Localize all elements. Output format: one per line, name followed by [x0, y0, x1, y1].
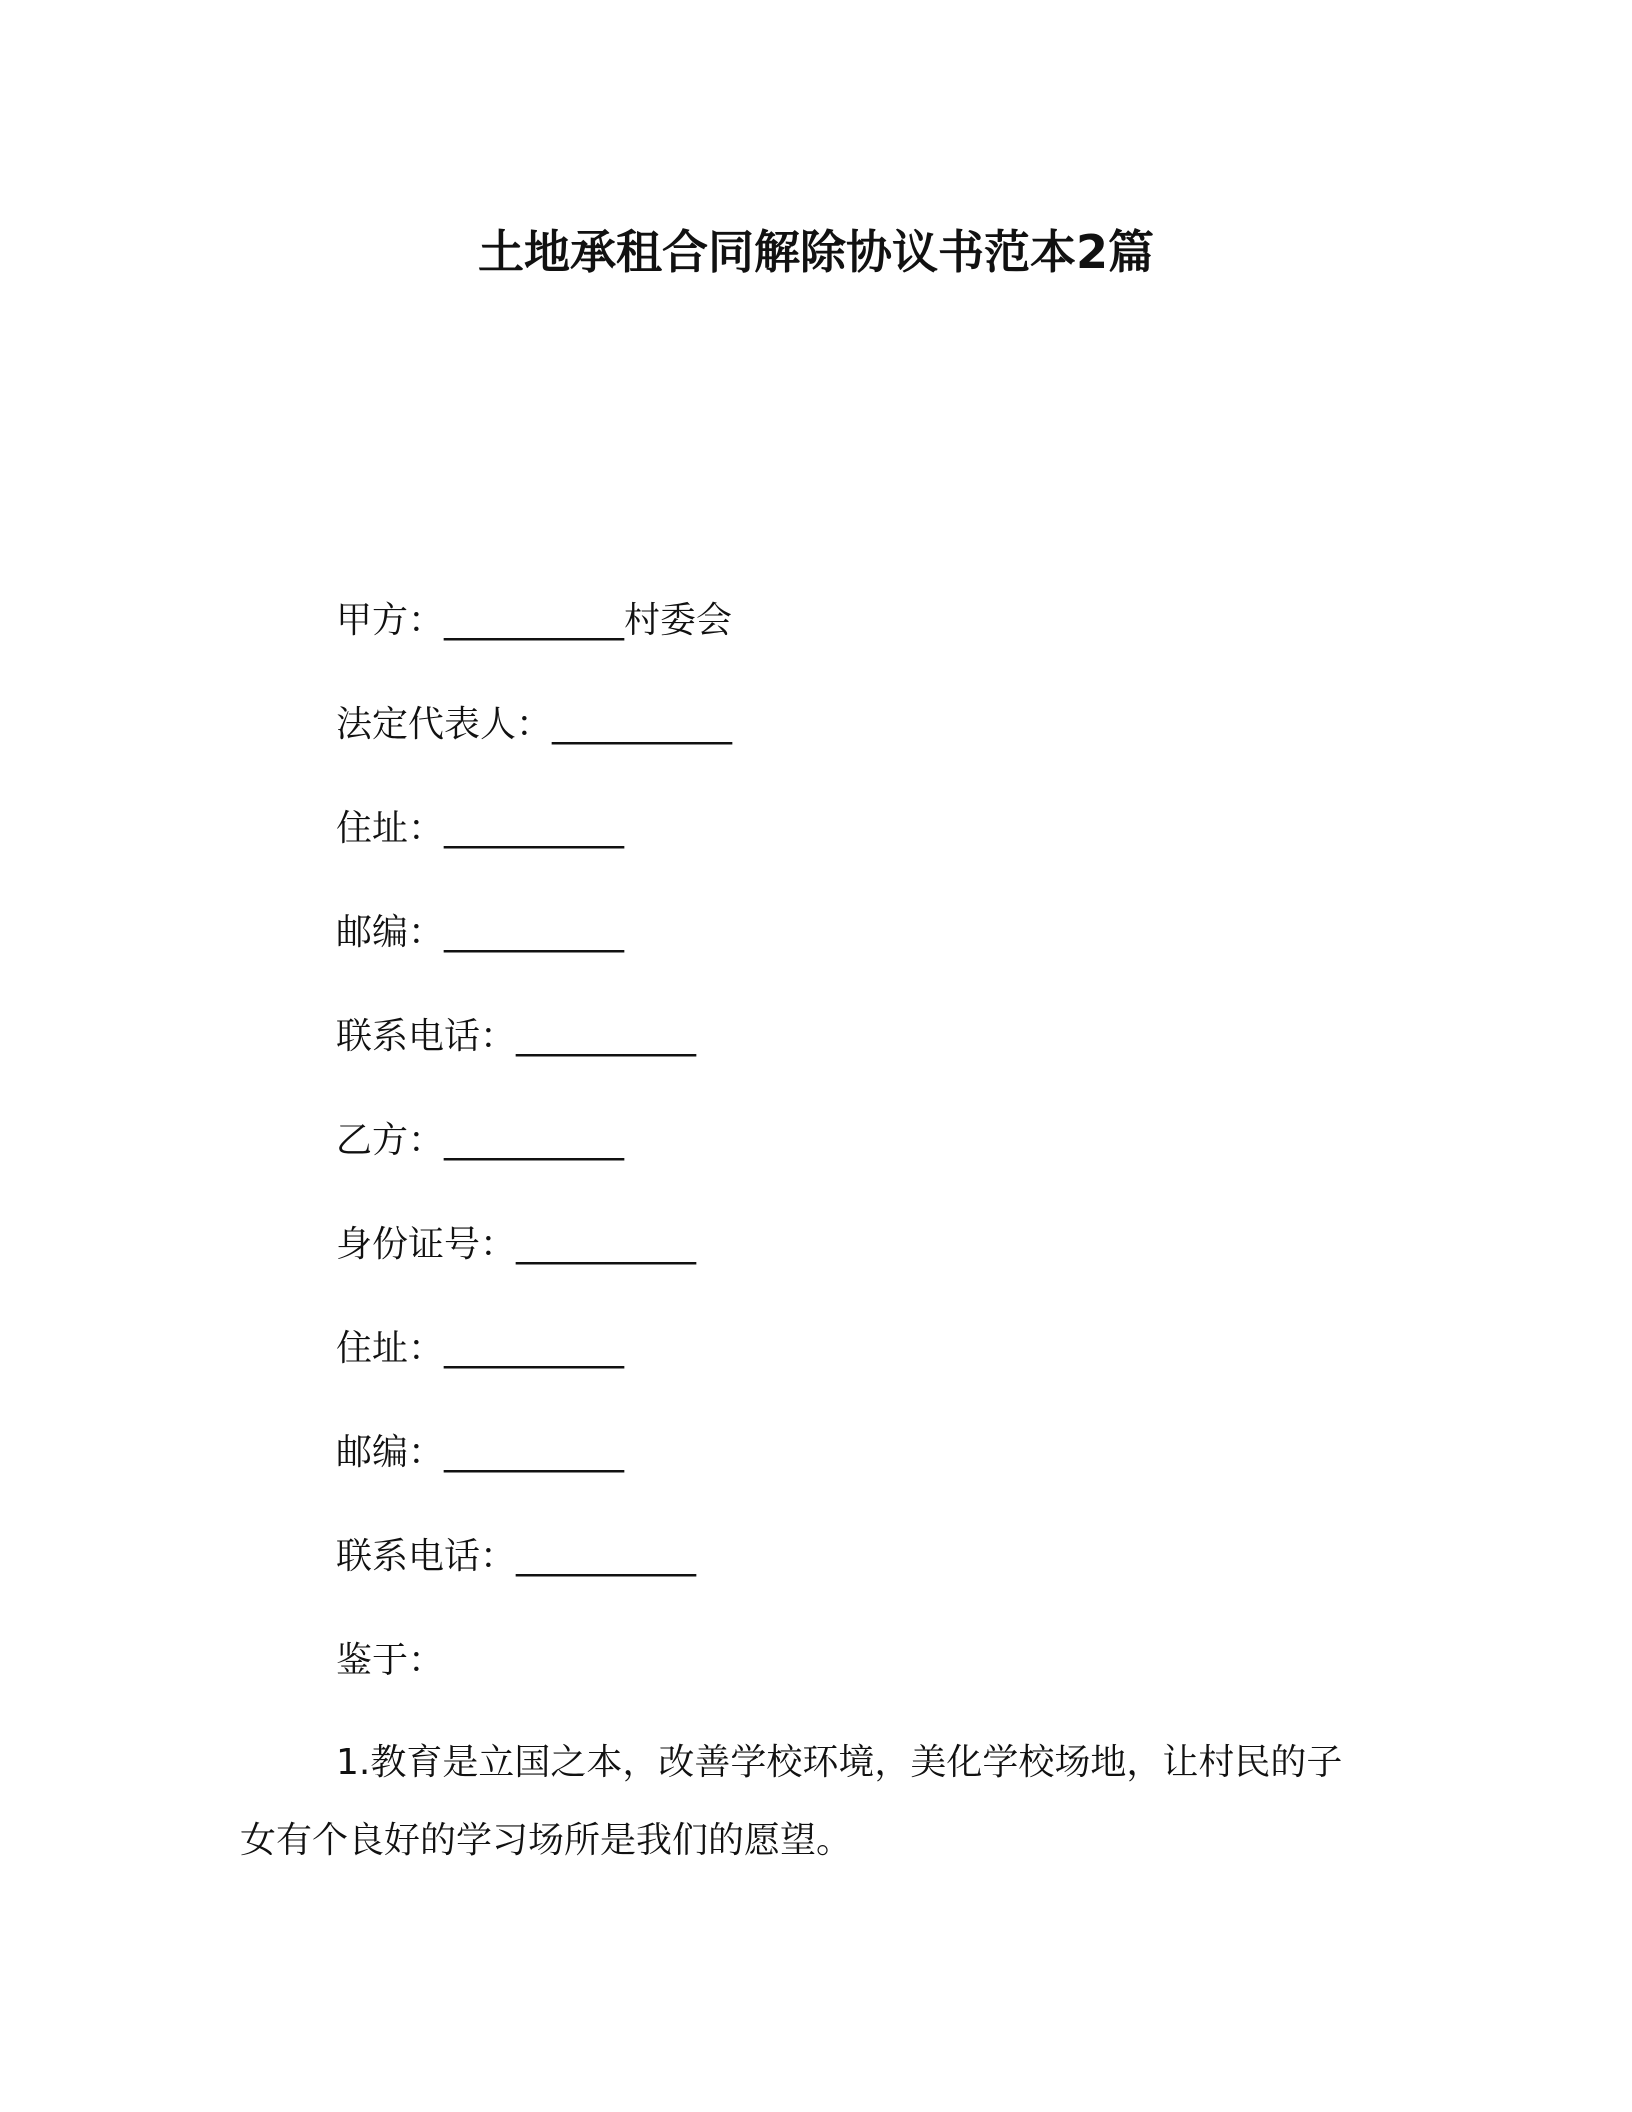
- field-label: 邮编：: [336, 1432, 445, 1473]
- field-label: 联系电话：: [336, 1016, 517, 1057]
- field-party-a-postcode: [336, 908, 1436, 1012]
- field-legal-representative: [336, 700, 1436, 804]
- field-value: __________: [552, 704, 733, 745]
- field-party-b-address: [336, 1324, 1436, 1428]
- field-id-number: [336, 1220, 1436, 1324]
- field-value: __________村委会: [444, 600, 733, 641]
- field-party-a-address: [336, 804, 1436, 908]
- field-label: 鉴于：: [336, 1640, 445, 1681]
- field-label: 乙方：: [336, 1120, 445, 1161]
- field-label: 住址：: [336, 808, 445, 849]
- field-label: 住址：: [336, 1328, 445, 1369]
- field-value: __________: [444, 1432, 625, 1473]
- party-fields: [336, 596, 1436, 1740]
- field-value: __________: [516, 1536, 697, 1577]
- document-title: 土地承租合同解除协议书范本2篇: [477, 225, 1154, 279]
- field-label: 邮编：: [336, 912, 445, 953]
- field-label: 身份证号：: [336, 1224, 517, 1265]
- field-value: __________: [444, 1120, 625, 1161]
- field-value: __________: [444, 808, 625, 849]
- field-party-a: [336, 596, 1436, 700]
- field-party-b-postcode: [336, 1428, 1436, 1532]
- field-label: 法定代表人：: [336, 704, 553, 745]
- field-value: __________: [516, 1016, 697, 1057]
- field-party-b-phone: [336, 1532, 1436, 1636]
- field-party-a-phone: [336, 1012, 1436, 1116]
- field-value: __________: [444, 912, 625, 953]
- field-party-b: [336, 1116, 1436, 1220]
- paragraph-line-1: 1.教育是立国之本，改善学校环境，美化学校场地，让村民的子: [336, 1742, 1343, 1783]
- field-label: 甲方：: [336, 600, 445, 641]
- field-whereas: [336, 1636, 1436, 1740]
- field-value: __________: [516, 1224, 697, 1265]
- field-label: 联系电话：: [336, 1536, 517, 1577]
- field-value: __________: [444, 1328, 625, 1369]
- paragraph-line-2: 女有个良好的学习场所是我们的愿望。: [240, 1820, 853, 1861]
